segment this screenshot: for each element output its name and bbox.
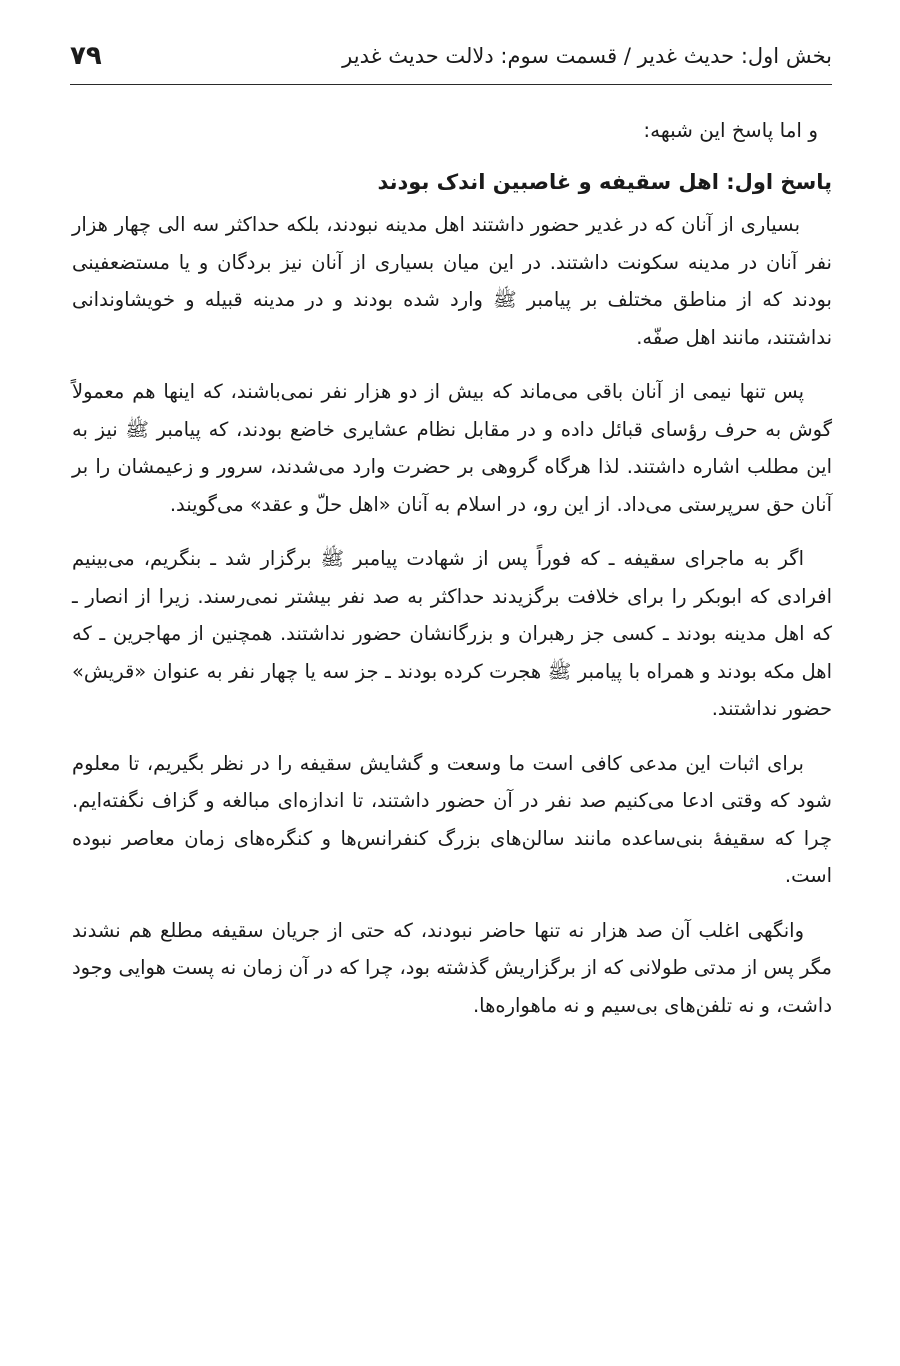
section-heading: پاسخ اول: اهل سقیفه و غاصبین اندک بودند	[377, 170, 832, 194]
page-number: ۷۹	[70, 41, 102, 71]
paragraph: بسیاری از آنان که در غدیر حضور داشتند اهل مدینه نبودند، بلکه حداکثر سه الی چهار هزار نفر آنان در مدینه سکونت داشتند. در این میان بسیاری از آنان نیز بردگان و یا مستضعفینی بودند که از مناطق مختلف بر پیامبر ﷺ وارد شده بودند و در مدینه قبیله و خویشاوندانی نداشتند، مانند اهل صفّه.	[72, 213, 832, 349]
intro-line: و اما پاسخ این شبهه:	[643, 118, 818, 142]
paragraph: برای اثبات این مدعی کافی است ما وسعت و گشایش سقیفه را در نظر بگیریم، تا معلوم شود که وقتی ادعا می‌کنیم صد نفر در آن حضور داشتند، تا اندازه‌ای مبالغه و گزاف نگفته‌ایم. چرا که سقیفهٔ بنی‌ساعده مانند سالن‌های بزرگ کنفرانس‌ها و کنگره‌های زمان معاصر نبوده است.	[72, 751, 832, 887]
paragraph: پس تنها نیمی از آنان باقی می‌ماند که بیش از دو هزار نفر نمی‌باشند، که اینها هم معمولاً گوش به حرف رؤسای قبائل داده و در مقابل نظام عشایری خاضع بودند، که پیامبر ﷺ نیز به این مطلب اشاره داشتند. لذا هرگاه گروهی بر حضرت وارد می‌شدند، سرور و زعیمشان را بر آنان حق سرپرستی می‌داد. از این رو، در اسلام به آنان «اهل حلّ و عقد» می‌گویند.	[72, 380, 832, 516]
paragraph: اگر به ماجرای سقیفه ـ که فوراً پس از شهادت پیامبر ﷺ برگزار شد ـ بنگریم، می‌بینیم افرادی که ابوبکر را برای خلافت برگزیدند حداکثر به صد نفر بیشتر نمی‌رسند. زیرا از انصار ـ که اهل مدینه بودند ـ کسی جز رهبران و بزرگانشان حضور نداشتند. همچنین از مهاجرین ـ که اهل مکه بودند و همراه با پیامبر ﷺ هجرت کرده بودند ـ جز سه یا چهار نفر به عنوان «قریش» حضور نداشتند.	[72, 547, 832, 720]
paragraph: وانگهی اغلب آن صد هزار نه تنها حاضر نبودند، که حتی از جریان سقیفه مطلع هم نشدند مگر پس از مدتی طولانی که از برگزاریش گذشته بود، چرا که در آن زمان نه پست هوایی وجود داشت، و نه تلفن‌های بی‌سیم و نه ماهواره‌ها.	[72, 918, 832, 1017]
page-body	[72, 112, 832, 1041]
running-header	[70, 36, 832, 76]
running-title: بخش اول: حدیث غدیر / قسمت سوم: دلالت حدیث غدیر	[342, 43, 832, 68]
header-rule	[70, 84, 832, 85]
